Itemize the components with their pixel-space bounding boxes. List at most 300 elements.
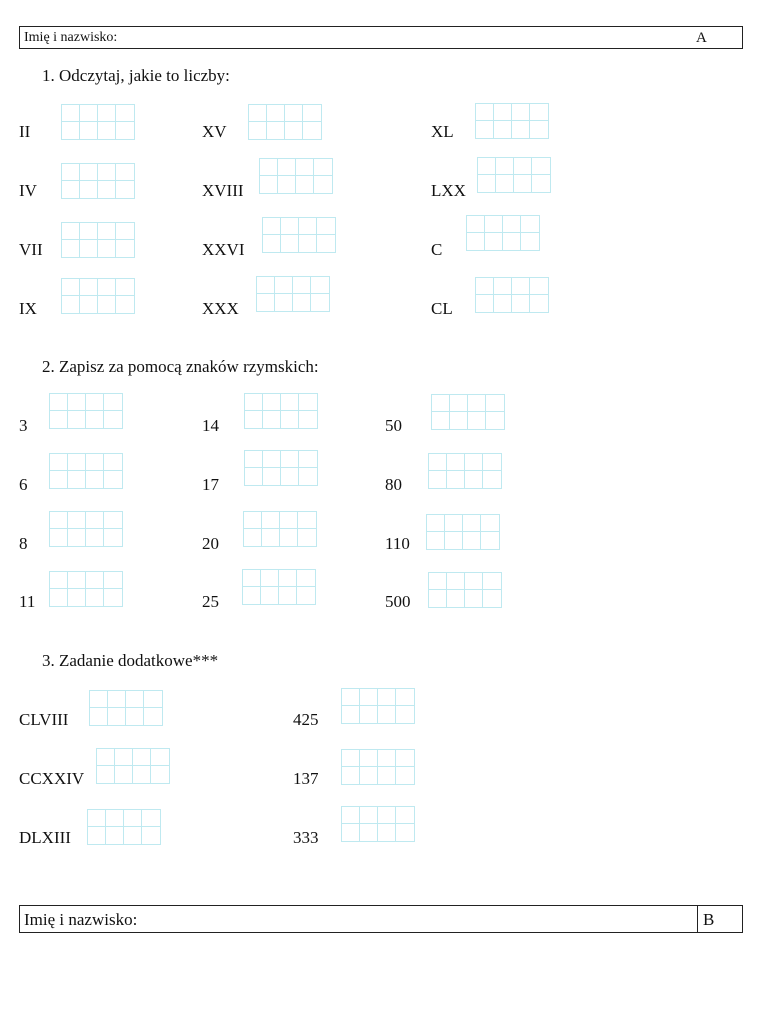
answer-cell[interactable] — [116, 105, 134, 122]
task1-item-label: XVIII — [202, 181, 244, 200]
name-header-b — [19, 905, 743, 933]
task1-item-label: XXX — [202, 299, 239, 318]
answer-cell[interactable] — [378, 767, 396, 784]
answer-cell[interactable] — [243, 587, 261, 604]
answer-cell[interactable] — [98, 181, 116, 198]
answer-cell[interactable] — [396, 750, 414, 767]
answer-cell[interactable] — [494, 278, 512, 295]
answer-cell[interactable] — [463, 515, 481, 532]
task3-answer-grid[interactable] — [96, 748, 170, 784]
answer-cell[interactable] — [263, 411, 281, 428]
answer-cell[interactable] — [62, 122, 80, 139]
answer-cell[interactable] — [481, 515, 499, 532]
answer-cell[interactable] — [429, 471, 447, 488]
answer-cell[interactable] — [463, 532, 481, 549]
answer-cell[interactable] — [281, 235, 299, 252]
answer-cell[interactable] — [317, 218, 335, 235]
answer-cell[interactable] — [80, 105, 98, 122]
answer-cell[interactable] — [80, 181, 98, 198]
answer-cell[interactable] — [104, 471, 122, 488]
answer-cell[interactable] — [80, 279, 98, 296]
answer-cell[interactable] — [263, 468, 281, 485]
task1-item-label: C — [431, 240, 443, 259]
answer-cell[interactable] — [50, 471, 68, 488]
answer-cell[interactable] — [97, 766, 115, 783]
answer-cell[interactable] — [360, 807, 378, 824]
task1-answer-grid[interactable] — [262, 217, 336, 253]
answer-cell[interactable] — [249, 105, 267, 122]
answer-cell[interactable] — [450, 395, 468, 412]
answer-cell[interactable] — [278, 159, 296, 176]
task2-answer-grid[interactable] — [242, 569, 316, 605]
task2-item-label: 50 — [385, 416, 402, 435]
answer-cell[interactable] — [68, 589, 86, 606]
answer-cell[interactable] — [317, 235, 335, 252]
task2-answer-grid[interactable] — [244, 450, 318, 486]
answer-cell[interactable] — [98, 296, 116, 313]
answer-cell[interactable] — [257, 294, 275, 311]
answer-cell[interactable] — [243, 570, 261, 587]
answer-cell[interactable] — [496, 175, 514, 192]
answer-cell[interactable] — [262, 529, 280, 546]
task3-answer-grid[interactable] — [341, 806, 415, 842]
task1-answer-grid[interactable] — [61, 222, 135, 258]
task1-answer-grid[interactable] — [475, 103, 549, 139]
answer-cell[interactable] — [249, 122, 267, 139]
answer-cell[interactable] — [483, 454, 501, 471]
answer-cell[interactable] — [68, 454, 86, 471]
answer-cell[interactable] — [530, 295, 548, 312]
task3-item-label: 425 — [293, 710, 319, 729]
task1-item-label: VII — [19, 240, 43, 259]
answer-cell[interactable] — [126, 708, 144, 725]
answer-cell[interactable] — [98, 164, 116, 181]
task1-answer-grid[interactable] — [475, 277, 549, 313]
answer-cell[interactable] — [494, 121, 512, 138]
answer-cell[interactable] — [88, 810, 106, 827]
task1-answer-grid[interactable] — [61, 278, 135, 314]
answer-cell[interactable] — [396, 689, 414, 706]
answer-cell[interactable] — [299, 411, 317, 428]
answer-cell[interactable] — [244, 512, 262, 529]
answer-cell[interactable] — [465, 471, 483, 488]
answer-cell[interactable] — [396, 706, 414, 723]
answer-cell[interactable] — [280, 512, 298, 529]
answer-cell[interactable] — [530, 278, 548, 295]
answer-cell[interactable] — [432, 412, 450, 429]
task2-answer-grid[interactable] — [49, 393, 123, 429]
answer-cell[interactable] — [281, 218, 299, 235]
task1-item-label: IX — [19, 299, 37, 318]
answer-cell[interactable] — [267, 105, 285, 122]
answer-cell[interactable] — [50, 394, 68, 411]
answer-cell[interactable] — [478, 158, 496, 175]
answer-cell[interactable] — [115, 766, 133, 783]
answer-cell[interactable] — [86, 529, 104, 546]
answer-cell[interactable] — [279, 587, 297, 604]
answer-cell[interactable] — [98, 279, 116, 296]
answer-cell[interactable] — [342, 807, 360, 824]
answer-cell[interactable] — [342, 767, 360, 784]
answer-cell[interactable] — [311, 294, 329, 311]
answer-cell[interactable] — [86, 512, 104, 529]
answer-cell[interactable] — [260, 159, 278, 176]
answer-cell[interactable] — [465, 573, 483, 590]
answer-cell[interactable] — [106, 810, 124, 827]
answer-cell[interactable] — [285, 105, 303, 122]
answer-cell[interactable] — [299, 218, 317, 235]
answer-cell[interactable] — [293, 277, 311, 294]
answer-cell[interactable] — [108, 708, 126, 725]
answer-cell[interactable] — [245, 468, 263, 485]
answer-cell[interactable] — [245, 394, 263, 411]
answer-cell[interactable] — [494, 295, 512, 312]
answer-cell[interactable] — [263, 235, 281, 252]
answer-cell[interactable] — [530, 104, 548, 121]
answer-cell[interactable] — [50, 454, 68, 471]
answer-cell[interactable] — [280, 529, 298, 546]
answer-cell[interactable] — [342, 706, 360, 723]
answer-cell[interactable] — [342, 824, 360, 841]
answer-cell[interactable] — [62, 279, 80, 296]
answer-cell[interactable] — [481, 532, 499, 549]
answer-cell[interactable] — [478, 175, 496, 192]
answer-cell[interactable] — [530, 121, 548, 138]
answer-cell[interactable] — [468, 395, 486, 412]
task3-item-label: CCXXIV — [19, 769, 85, 788]
answer-cell[interactable] — [86, 589, 104, 606]
answer-cell[interactable] — [485, 233, 503, 250]
answer-cell[interactable] — [106, 827, 124, 844]
answer-cell[interactable] — [116, 164, 134, 181]
task2-item-label: 6 — [19, 475, 28, 494]
task2-item-label: 110 — [385, 534, 410, 553]
answer-cell[interactable] — [303, 122, 321, 139]
header-divider — [697, 906, 698, 932]
answer-cell[interactable] — [468, 412, 486, 429]
answer-cell[interactable] — [104, 411, 122, 428]
task1-answer-grid[interactable] — [248, 104, 322, 140]
answer-cell[interactable] — [378, 807, 396, 824]
task1-item-label: IV — [19, 181, 37, 200]
answer-cell[interactable] — [467, 216, 485, 233]
task3-answer-grid[interactable] — [89, 690, 163, 726]
task3-item-label: DLXIII — [19, 828, 71, 847]
task2-answer-grid[interactable] — [49, 571, 123, 607]
answer-cell[interactable] — [245, 451, 263, 468]
answer-cell[interactable] — [293, 294, 311, 311]
answer-cell[interactable] — [299, 468, 317, 485]
answer-cell[interactable] — [396, 807, 414, 824]
answer-cell[interactable] — [299, 451, 317, 468]
name-label: Imię i nazwisko: — [24, 30, 118, 45]
answer-cell[interactable] — [86, 471, 104, 488]
answer-cell[interactable] — [97, 749, 115, 766]
task2-answer-grid[interactable] — [243, 511, 317, 547]
answer-cell[interactable] — [260, 176, 278, 193]
answer-cell[interactable] — [378, 824, 396, 841]
answer-cell[interactable] — [465, 590, 483, 607]
task1-answer-grid[interactable] — [477, 157, 551, 193]
answer-cell[interactable] — [450, 412, 468, 429]
answer-cell[interactable] — [486, 395, 504, 412]
answer-cell[interactable] — [104, 589, 122, 606]
answer-cell[interactable] — [62, 181, 80, 198]
answer-cell[interactable] — [104, 529, 122, 546]
task1-item-label: II — [19, 122, 31, 141]
answer-cell[interactable] — [104, 394, 122, 411]
answer-cell[interactable] — [116, 279, 134, 296]
answer-cell[interactable] — [68, 512, 86, 529]
answer-cell[interactable] — [378, 689, 396, 706]
task2-item-label: 8 — [19, 534, 28, 553]
task2-title: 2. Zapisz za pomocą znaków rzymskich: — [42, 357, 319, 376]
answer-cell[interactable] — [50, 572, 68, 589]
answer-cell[interactable] — [299, 394, 317, 411]
answer-cell[interactable] — [244, 529, 262, 546]
answer-cell[interactable] — [297, 570, 315, 587]
answer-cell[interactable] — [512, 104, 530, 121]
answer-cell[interactable] — [296, 176, 314, 193]
answer-cell[interactable] — [314, 159, 332, 176]
task2-item-label: 25 — [202, 592, 219, 611]
task2-answer-grid[interactable] — [431, 394, 505, 430]
answer-cell[interactable] — [115, 749, 133, 766]
task1-answer-grid[interactable] — [466, 215, 540, 251]
answer-cell[interactable] — [80, 240, 98, 257]
answer-cell[interactable] — [275, 294, 293, 311]
answer-cell[interactable] — [86, 454, 104, 471]
answer-cell[interactable] — [116, 240, 134, 257]
answer-cell[interactable] — [427, 532, 445, 549]
answer-cell[interactable] — [360, 767, 378, 784]
answer-cell[interactable] — [432, 395, 450, 412]
answer-cell[interactable] — [396, 767, 414, 784]
answer-cell[interactable] — [396, 824, 414, 841]
task1-answer-grid[interactable] — [259, 158, 333, 194]
answer-cell[interactable] — [447, 590, 465, 607]
answer-cell[interactable] — [476, 104, 494, 121]
answer-cell[interactable] — [378, 706, 396, 723]
answer-cell[interactable] — [68, 471, 86, 488]
answer-cell[interactable] — [299, 235, 317, 252]
answer-cell[interactable] — [281, 468, 299, 485]
answer-cell[interactable] — [151, 766, 169, 783]
answer-cell[interactable] — [98, 240, 116, 257]
answer-cell[interactable] — [126, 691, 144, 708]
task1-answer-grid[interactable] — [61, 104, 135, 140]
answer-cell[interactable] — [360, 750, 378, 767]
answer-cell[interactable] — [261, 587, 279, 604]
answer-cell[interactable] — [62, 296, 80, 313]
answer-cell[interactable] — [50, 589, 68, 606]
answer-cell[interactable] — [494, 104, 512, 121]
answer-cell[interactable] — [532, 158, 550, 175]
task1-answer-grid[interactable] — [256, 276, 330, 312]
answer-cell[interactable] — [142, 810, 160, 827]
answer-cell[interactable] — [311, 277, 329, 294]
answer-cell[interactable] — [62, 223, 80, 240]
answer-cell[interactable] — [476, 295, 494, 312]
answer-cell[interactable] — [532, 175, 550, 192]
answer-cell[interactable] — [90, 708, 108, 725]
answer-cell[interactable] — [360, 706, 378, 723]
answer-cell[interactable] — [62, 240, 80, 257]
task3-answer-grid[interactable] — [341, 688, 415, 724]
answer-cell[interactable] — [281, 451, 299, 468]
answer-cell[interactable] — [429, 590, 447, 607]
answer-cell[interactable] — [104, 512, 122, 529]
answer-cell[interactable] — [124, 810, 142, 827]
answer-cell[interactable] — [281, 411, 299, 428]
answer-cell[interactable] — [485, 216, 503, 233]
answer-cell[interactable] — [360, 689, 378, 706]
answer-cell[interactable] — [62, 164, 80, 181]
answer-cell[interactable] — [429, 454, 447, 471]
answer-cell[interactable] — [68, 411, 86, 428]
answer-cell[interactable] — [68, 394, 86, 411]
answer-cell[interactable] — [62, 105, 80, 122]
answer-cell[interactable] — [296, 159, 314, 176]
answer-cell[interactable] — [278, 176, 296, 193]
answer-cell[interactable] — [483, 590, 501, 607]
answer-cell[interactable] — [245, 411, 263, 428]
answer-cell[interactable] — [360, 824, 378, 841]
answer-cell[interactable] — [124, 827, 142, 844]
answer-cell[interactable] — [445, 515, 463, 532]
task2-item-label: 3 — [19, 416, 28, 435]
answer-cell[interactable] — [80, 164, 98, 181]
answer-cell[interactable] — [142, 827, 160, 844]
task1-item-label: XV — [202, 122, 227, 141]
task2-answer-grid[interactable] — [244, 393, 318, 429]
answer-cell[interactable] — [263, 394, 281, 411]
answer-cell[interactable] — [50, 512, 68, 529]
answer-cell[interactable] — [429, 573, 447, 590]
answer-cell[interactable] — [514, 175, 532, 192]
answer-cell[interactable] — [512, 278, 530, 295]
answer-cell[interactable] — [285, 122, 303, 139]
answer-cell[interactable] — [116, 296, 134, 313]
answer-cell[interactable] — [90, 691, 108, 708]
answer-cell[interactable] — [98, 223, 116, 240]
task1-item-label: XL — [431, 122, 454, 141]
answer-cell[interactable] — [314, 176, 332, 193]
answer-cell[interactable] — [303, 105, 321, 122]
answer-cell[interactable] — [514, 158, 532, 175]
answer-cell[interactable] — [86, 394, 104, 411]
answer-cell[interactable] — [427, 515, 445, 532]
answer-cell[interactable] — [80, 296, 98, 313]
answer-cell[interactable] — [275, 277, 293, 294]
task2-answer-grid[interactable] — [428, 453, 502, 489]
answer-cell[interactable] — [50, 529, 68, 546]
answer-cell[interactable] — [104, 572, 122, 589]
task2-item-label: 14 — [202, 416, 219, 435]
answer-cell[interactable] — [133, 766, 151, 783]
answer-cell[interactable] — [116, 181, 134, 198]
task3-answer-grid[interactable] — [87, 809, 161, 845]
answer-cell[interactable] — [281, 394, 299, 411]
answer-cell[interactable] — [133, 749, 151, 766]
answer-cell[interactable] — [80, 122, 98, 139]
answer-cell[interactable] — [467, 233, 485, 250]
answer-cell[interactable] — [116, 223, 134, 240]
answer-cell[interactable] — [116, 122, 134, 139]
task1-item-label: CL — [431, 299, 453, 318]
answer-cell[interactable] — [262, 512, 280, 529]
answer-cell[interactable] — [98, 122, 116, 139]
answer-cell[interactable] — [342, 689, 360, 706]
answer-cell[interactable] — [512, 295, 530, 312]
answer-cell[interactable] — [378, 750, 396, 767]
answer-cell[interactable] — [144, 708, 162, 725]
task2-item-label: 20 — [202, 534, 219, 553]
answer-cell[interactable] — [108, 691, 126, 708]
answer-cell[interactable] — [88, 827, 106, 844]
task1-answer-grid[interactable] — [61, 163, 135, 199]
answer-cell[interactable] — [68, 529, 86, 546]
answer-cell[interactable] — [80, 223, 98, 240]
answer-cell[interactable] — [476, 121, 494, 138]
answer-cell[interactable] — [261, 570, 279, 587]
answer-cell[interactable] — [298, 529, 316, 546]
answer-cell[interactable] — [447, 471, 465, 488]
task2-answer-grid[interactable] — [426, 514, 500, 550]
answer-cell[interactable] — [263, 451, 281, 468]
task2-answer-grid[interactable] — [49, 453, 123, 489]
task2-item-label: 17 — [202, 475, 219, 494]
answer-cell[interactable] — [86, 411, 104, 428]
answer-cell[interactable] — [98, 105, 116, 122]
answer-cell[interactable] — [496, 158, 514, 175]
answer-cell[interactable] — [445, 532, 463, 549]
answer-cell[interactable] — [483, 573, 501, 590]
answer-cell[interactable] — [263, 218, 281, 235]
task2-item-label: 80 — [385, 475, 402, 494]
answer-cell[interactable] — [503, 233, 521, 250]
answer-cell[interactable] — [503, 216, 521, 233]
answer-cell[interactable] — [465, 454, 483, 471]
answer-cell[interactable] — [483, 471, 501, 488]
answer-cell[interactable] — [521, 233, 539, 250]
task3-answer-grid[interactable] — [341, 749, 415, 785]
answer-cell[interactable] — [512, 121, 530, 138]
answer-cell[interactable] — [151, 749, 169, 766]
answer-cell[interactable] — [297, 587, 315, 604]
answer-cell[interactable] — [68, 572, 86, 589]
answer-cell[interactable] — [279, 570, 297, 587]
answer-cell[interactable] — [257, 277, 275, 294]
task3-item-label: 137 — [293, 769, 319, 788]
answer-cell[interactable] — [298, 512, 316, 529]
task3-title: 3. Zadanie dodatkowe*** — [42, 651, 219, 670]
answer-cell[interactable] — [86, 572, 104, 589]
answer-cell[interactable] — [521, 216, 539, 233]
answer-cell[interactable] — [476, 278, 494, 295]
answer-cell[interactable] — [267, 122, 285, 139]
answer-cell[interactable] — [447, 573, 465, 590]
answer-cell[interactable] — [50, 411, 68, 428]
answer-cell[interactable] — [342, 750, 360, 767]
answer-cell[interactable] — [104, 454, 122, 471]
task2-answer-grid[interactable] — [428, 572, 502, 608]
task1-title: 1. Odczytaj, jakie to liczby: — [42, 66, 230, 85]
answer-cell[interactable] — [486, 412, 504, 429]
task2-answer-grid[interactable] — [49, 511, 123, 547]
answer-cell[interactable] — [447, 454, 465, 471]
answer-cell[interactable] — [144, 691, 162, 708]
